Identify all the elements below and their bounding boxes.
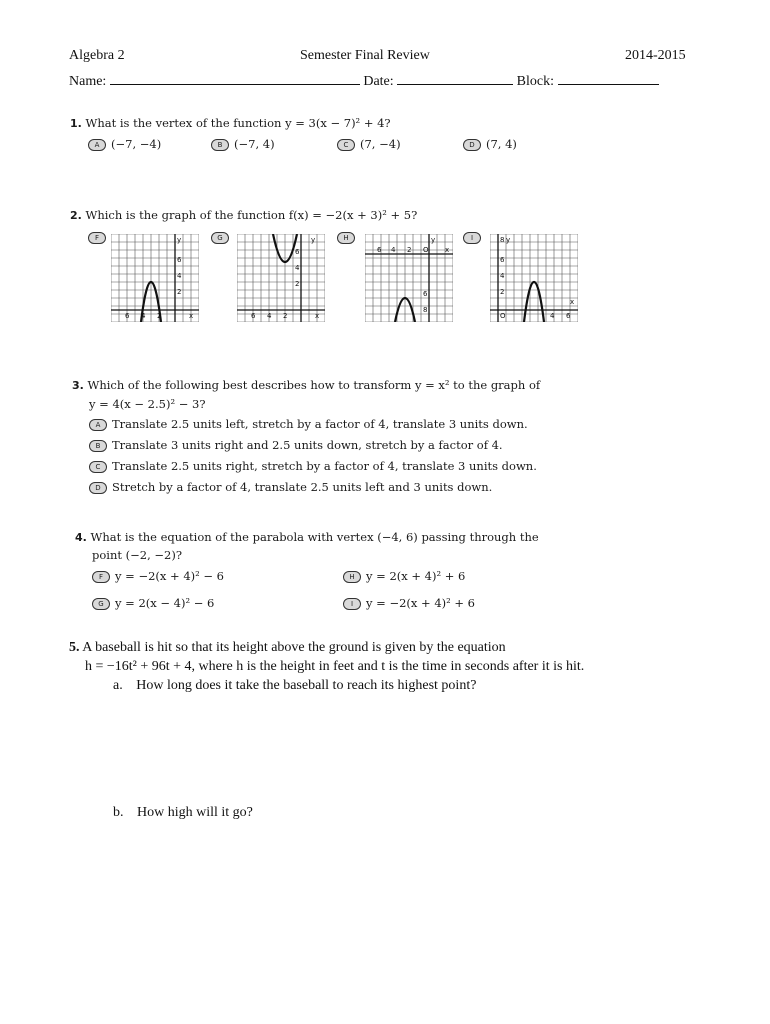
question-text: Which is the graph of the function f(x) = −2(x + 3)² + 5? xyxy=(85,208,418,222)
part-text: How long does it take the baseball to reach its highest point? xyxy=(136,678,477,693)
svg-text:4: 4 xyxy=(500,272,505,280)
svg-text:O: O xyxy=(500,312,506,320)
name-row xyxy=(69,72,659,90)
svg-text:6: 6 xyxy=(500,256,505,264)
answer-space-b[interactable] xyxy=(113,828,673,978)
choice-1c[interactable] xyxy=(337,137,401,151)
svg-text:2: 2 xyxy=(500,288,505,296)
svg-text:2: 2 xyxy=(177,288,182,296)
question-5a xyxy=(113,678,476,694)
block-blank[interactable] xyxy=(558,72,659,85)
svg-text:8: 8 xyxy=(423,306,428,314)
answer-bubble[interactable]: B xyxy=(89,440,107,452)
answer-bubble[interactable]: A xyxy=(88,139,106,151)
graph-i xyxy=(490,234,578,322)
choice-text: y = −2(x + 4)² + 6 xyxy=(366,596,475,610)
question-number: 1. xyxy=(70,117,82,130)
course-name: Algebra 2 xyxy=(69,48,125,63)
question-5-line2: h = −16t² + 96t + 4, where h is the height in feet and t is the time in seconds after it is hit. xyxy=(85,659,585,674)
answer-bubble[interactable]: A xyxy=(89,419,107,431)
choice-text: y = −2(x + 4)² − 6 xyxy=(115,569,224,583)
answer-bubble[interactable]: G xyxy=(92,598,110,610)
block-label: Block: xyxy=(516,74,554,89)
svg-text:y: y xyxy=(506,236,511,244)
answer-bubble[interactable]: G xyxy=(211,232,229,244)
question-5b xyxy=(113,805,253,821)
svg-text:4: 4 xyxy=(177,272,182,280)
choice-4f[interactable] xyxy=(92,569,224,583)
question-text: A baseball is hit so that its height above the ground is given by the equation xyxy=(82,640,506,655)
graph-h xyxy=(365,234,453,322)
choice-3a[interactable] xyxy=(89,417,528,431)
choice-text: (−7, 4) xyxy=(234,137,275,151)
question-3-line2: y = 4(x − 2.5)² − 3? xyxy=(89,397,206,411)
graph-g xyxy=(237,234,325,322)
choice-text: Translate 3 units right and 2.5 units down, stretch by a factor of 4. xyxy=(112,438,503,452)
choice-text: y = 2(x − 4)² − 6 xyxy=(115,596,215,610)
choice-text: Translate 2.5 units right, stretch by a factor of 4, translate 3 units down. xyxy=(112,459,537,473)
choice-1a[interactable] xyxy=(88,137,161,151)
question-4 xyxy=(75,530,539,544)
question-4-line2: point (−2, −2)? xyxy=(92,548,183,562)
choice-4i[interactable] xyxy=(343,596,475,610)
choice-text: (7, 4) xyxy=(486,137,517,151)
name-label: Name: xyxy=(69,74,107,89)
svg-text:4: 4 xyxy=(295,264,300,272)
grid xyxy=(111,234,199,322)
svg-text:6: 6 xyxy=(177,256,182,264)
choice-1b[interactable] xyxy=(211,137,275,151)
choice-text: Stretch by a factor of 4, translate 2.5 units left and 3 units down. xyxy=(112,480,493,494)
svg-text:6: 6 xyxy=(125,312,130,320)
question-5 xyxy=(69,640,506,656)
svg-text:y: y xyxy=(431,236,436,244)
answer-bubble[interactable]: F xyxy=(92,571,110,583)
choice-4h[interactable] xyxy=(343,569,465,583)
svg-text:6: 6 xyxy=(423,290,428,298)
svg-text:4: 4 xyxy=(141,312,146,320)
question-text: What is the equation of the parabola with vertex (−4, 6) passing through the xyxy=(90,530,539,544)
answer-bubble[interactable]: I xyxy=(463,232,481,244)
choice-1d[interactable] xyxy=(463,137,517,151)
answer-space-a[interactable] xyxy=(113,700,673,790)
date-blank[interactable] xyxy=(397,72,513,85)
answer-bubble[interactable]: D xyxy=(89,482,107,494)
graph-f xyxy=(111,234,199,322)
svg-text:6: 6 xyxy=(251,312,256,320)
question-number: 3. xyxy=(72,379,84,392)
svg-text:O: O xyxy=(423,246,429,254)
svg-text:6: 6 xyxy=(566,312,571,320)
question-text: Which of the following best describes how to transform y = x² to the graph of xyxy=(87,378,541,392)
axes xyxy=(237,234,325,322)
svg-text:2: 2 xyxy=(407,246,412,254)
answer-bubble[interactable]: B xyxy=(211,139,229,151)
choice-2g[interactable] xyxy=(211,230,234,244)
answer-bubble[interactable]: H xyxy=(337,232,355,244)
choice-text: (7, −4) xyxy=(360,137,401,151)
svg-text:2: 2 xyxy=(157,312,162,320)
svg-text:4: 4 xyxy=(391,246,396,254)
svg-text:x: x xyxy=(570,298,575,306)
svg-text:4: 4 xyxy=(267,312,272,320)
question-text: What is the vertex of the function y = 3(x − 7)² + 4? xyxy=(85,116,391,130)
question-3 xyxy=(72,378,540,392)
svg-text:6: 6 xyxy=(377,246,382,254)
choice-3d[interactable] xyxy=(89,480,492,494)
choice-2f[interactable] xyxy=(88,230,111,244)
answer-bubble[interactable]: C xyxy=(337,139,355,151)
choice-4g[interactable] xyxy=(92,596,214,610)
svg-text:y: y xyxy=(177,236,182,244)
svg-text:x: x xyxy=(189,312,194,320)
part-label: b. xyxy=(113,805,124,820)
svg-text:2: 2 xyxy=(283,312,288,320)
svg-text:2: 2 xyxy=(295,280,300,288)
question-number: 2. xyxy=(70,209,82,222)
answer-bubble[interactable]: D xyxy=(463,139,481,151)
parabola xyxy=(524,282,544,322)
answer-bubble[interactable]: I xyxy=(343,598,361,610)
svg-text:y: y xyxy=(311,236,316,244)
name-blank[interactable] xyxy=(110,72,360,85)
axes xyxy=(111,234,199,322)
choice-text: y = 2(x + 4)² + 6 xyxy=(366,569,466,583)
question-number: 5. xyxy=(69,640,80,655)
part-label: a. xyxy=(113,678,123,693)
page-title: Semester Final Review xyxy=(300,48,430,63)
choice-2h[interactable] xyxy=(337,230,360,244)
grid xyxy=(237,234,325,322)
choice-3b[interactable] xyxy=(89,438,503,452)
choice-text: Translate 2.5 units left, stretch by a factor of 4, translate 3 units down. xyxy=(112,417,528,431)
svg-text:6: 6 xyxy=(295,248,300,256)
question-2 xyxy=(70,208,417,222)
question-number: 4. xyxy=(75,531,87,544)
svg-text:8: 8 xyxy=(500,236,505,244)
school-year: 2014-2015 xyxy=(625,48,686,63)
part-text: How high will it go? xyxy=(137,805,253,820)
svg-text:x: x xyxy=(315,312,320,320)
choice-text: (−7, −4) xyxy=(111,137,162,151)
question-1 xyxy=(70,116,391,130)
choice-3c[interactable] xyxy=(89,459,537,473)
date-label: Date: xyxy=(363,74,394,89)
answer-bubble[interactable]: C xyxy=(89,461,107,473)
svg-text:4: 4 xyxy=(550,312,555,320)
answer-bubble[interactable]: H xyxy=(343,571,361,583)
svg-text:x: x xyxy=(445,246,450,254)
answer-bubble[interactable]: F xyxy=(88,232,106,244)
choice-2i[interactable] xyxy=(463,230,486,244)
